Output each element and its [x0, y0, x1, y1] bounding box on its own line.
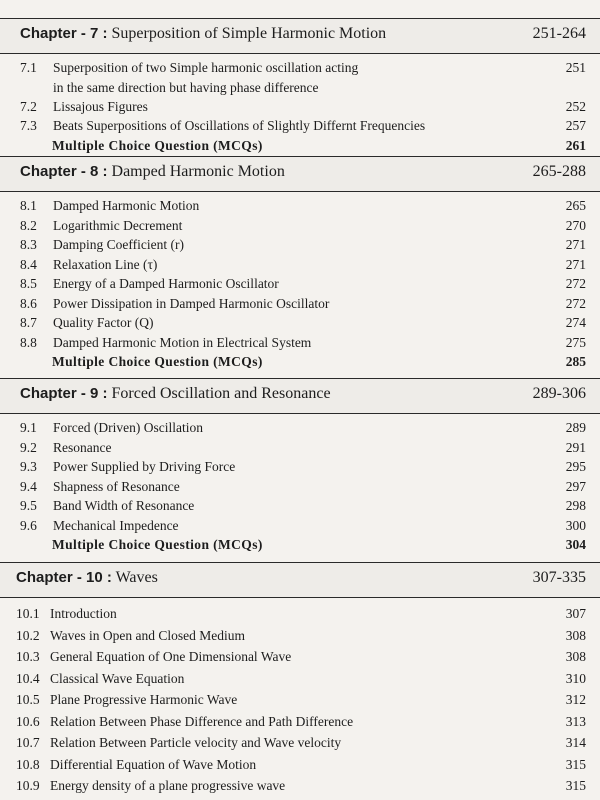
entry-number: 9.4	[20, 478, 37, 494]
toc-entry-mcq[interactable]	[0, 352, 600, 372]
entry-number: 8.8	[20, 334, 37, 350]
chapter-10-section	[0, 562, 600, 798]
entry-title: Quality Factor (Q)	[53, 315, 154, 330]
entry-page: 252	[565, 98, 586, 114]
entry-number: 10.9	[16, 778, 40, 793]
toc-entry[interactable]	[0, 776, 600, 798]
toc-entry[interactable]	[0, 438, 600, 458]
toc-entry[interactable]	[0, 418, 600, 438]
chapter-page-range: 307-335	[532, 569, 586, 586]
entry-number: 8.3	[20, 237, 37, 252]
entry-page: 251	[565, 60, 586, 75]
entry-list	[0, 604, 600, 798]
entry-page: 308	[565, 627, 586, 643]
entry-title: Plane Progressive Harmonic Wave	[50, 692, 238, 707]
entry-number: 8.6	[20, 295, 37, 311]
entry-number: 10.1	[16, 606, 40, 621]
toc-entry[interactable]	[0, 97, 600, 117]
entry-title: Classical Wave Equation	[50, 670, 185, 686]
entry-number: 10.7	[16, 735, 40, 750]
entry-list	[0, 58, 600, 155]
entry-number: 9.1	[20, 420, 37, 435]
toc-entry[interactable]	[0, 733, 600, 755]
toc-entry[interactable]	[0, 313, 600, 333]
entry-title: Beats Superpositions of Oscillations of Slightly Differnt Frequencies	[53, 118, 426, 133]
toc-entry[interactable]	[0, 216, 600, 236]
entry-title: Forced (Driven) Oscillation	[53, 420, 203, 435]
chapter-number: Chapter - 8 :	[20, 163, 108, 180]
chapter-header	[0, 18, 600, 54]
entry-page: 272	[565, 276, 586, 291]
toc-entry[interactable]	[0, 516, 600, 536]
chapter-title: Forced Oscillation and Resonance	[111, 385, 331, 402]
entry-page: 289	[565, 420, 586, 435]
entry-number: 10.5	[16, 692, 40, 707]
chapter-page-range: 289-306	[532, 385, 586, 402]
entry-title: Relation Between Phase Difference and Path Difference	[50, 713, 354, 729]
entry-number: 10.6	[16, 713, 40, 729]
entry-number: 9.2	[20, 439, 37, 455]
toc-entry[interactable]	[0, 647, 600, 669]
entry-title: Power Supplied by Driving Force	[53, 459, 236, 474]
entry-page: 257	[565, 118, 586, 133]
entry-page: 315	[565, 778, 586, 793]
entry-number: 8.2	[20, 217, 37, 233]
entry-number: 8.4	[20, 256, 37, 272]
entry-title: Power Dissipation in Damped Harmonic Oscillator	[53, 295, 330, 311]
entry-list	[0, 196, 600, 372]
chapter-heading	[16, 569, 158, 587]
entry-title: Damped Harmonic Motion in Electrical System	[53, 334, 312, 350]
chapter-heading	[20, 25, 386, 43]
toc-entry[interactable]	[0, 333, 600, 353]
entry-title: Shapness of Resonance	[53, 478, 180, 494]
toc-entry[interactable]	[0, 604, 600, 626]
entry-page: 271	[565, 237, 586, 252]
entry-number: 7.1	[20, 60, 37, 75]
entry-title: Relaxation Line (τ)	[53, 256, 158, 272]
entry-page: 291	[565, 439, 586, 455]
entry-page: 304	[565, 537, 586, 552]
entry-page: 285	[565, 354, 586, 369]
entry-title: Mechanical Impedence	[53, 517, 179, 533]
entry-number: 8.5	[20, 276, 37, 291]
chapter-header	[0, 562, 600, 598]
toc-entry[interactable]	[0, 457, 600, 477]
entry-title: Damped Harmonic Motion	[53, 198, 200, 213]
entry-title: Logarithmic Decrement	[53, 217, 183, 233]
entry-page: 274	[565, 315, 586, 330]
entry-number: 7.3	[20, 118, 37, 133]
toc-entry[interactable]	[0, 255, 600, 275]
entry-title: in the same direction but having phase difference	[53, 79, 319, 95]
chapter-7-section	[0, 18, 600, 155]
chapter-page-range: 251-264	[532, 25, 586, 42]
entry-title: Relation Between Particle velocity and Wave velocity	[50, 735, 342, 750]
entry-page: 307	[565, 606, 586, 621]
toc-entry[interactable]	[0, 58, 600, 78]
entry-title: Band Width of Resonance	[53, 498, 195, 513]
chapter-heading	[20, 163, 285, 181]
entry-number: 9.6	[20, 517, 37, 533]
entry-title: Energy of a Damped Harmonic Oscillator	[53, 276, 279, 291]
chapter-title: Superposition of Simple Harmonic Motion	[111, 25, 387, 42]
entry-title: General Equation of One Dimensional Wave	[50, 649, 292, 664]
entry-number: 10.8	[16, 756, 40, 772]
entry-page: 308	[565, 649, 586, 664]
entry-number: 9.3	[20, 459, 37, 474]
entry-title: Waves in Open and Closed Medium	[50, 627, 246, 643]
toc-entry[interactable]	[0, 755, 600, 777]
chapter-number: Chapter - 7 :	[20, 25, 108, 42]
entry-title: Differential Equation of Wave Motion	[50, 756, 257, 772]
toc-entry[interactable]	[0, 626, 600, 648]
chapter-page-range: 265-288	[532, 163, 586, 180]
toc-entry[interactable]	[0, 274, 600, 294]
toc-entry[interactable]	[0, 294, 600, 314]
entry-title: Multiple Choice Question (MCQs)	[52, 354, 263, 369]
entry-number: 10.2	[16, 627, 40, 643]
entry-page: 272	[565, 295, 586, 311]
entry-title: Energy density of a plane progressive wave	[50, 778, 286, 793]
chapter-title: Damped Harmonic Motion	[111, 163, 285, 180]
entry-page: 310	[565, 670, 586, 686]
entry-number: 7.2	[20, 98, 37, 114]
entry-page: 270	[565, 217, 586, 233]
toc-entry[interactable]	[0, 690, 600, 712]
entry-number: 10.3	[16, 649, 40, 664]
entry-title: Lissajous Figures	[53, 98, 148, 114]
entry-title: Introduction	[50, 606, 117, 621]
toc-entry-mcq[interactable]	[0, 136, 600, 156]
toc-entry-continuation	[0, 78, 600, 97]
chapter-9-section	[0, 378, 600, 555]
entry-number: 9.5	[20, 498, 37, 513]
toc-entry-mcq[interactable]	[0, 535, 600, 555]
chapter-header	[0, 378, 600, 414]
entry-page: 261	[565, 137, 586, 153]
chapter-header	[0, 156, 600, 192]
toc-entry[interactable]	[0, 477, 600, 497]
entry-page: 312	[565, 692, 586, 707]
chapter-8-section	[0, 156, 600, 372]
entry-title: Damping Coefficient (r)	[53, 237, 184, 252]
toc-entry[interactable]	[0, 116, 600, 136]
entry-page: 271	[565, 256, 586, 272]
toc-entry[interactable]	[0, 496, 600, 516]
entry-number: 10.4	[16, 670, 40, 686]
entry-number: 8.1	[20, 198, 37, 213]
entry-page: 275	[565, 334, 586, 350]
entry-list	[0, 418, 600, 555]
entry-title: Multiple Choice Question (MCQs)	[52, 537, 263, 552]
entry-title: Resonance	[53, 439, 112, 455]
entry-page: 300	[565, 517, 586, 533]
entry-page: 315	[565, 756, 586, 772]
entry-page: 314	[565, 735, 586, 750]
toc-entry[interactable]	[0, 712, 600, 734]
entry-page: 265	[565, 198, 586, 213]
entry-title: Superposition of two Simple harmonic oscillation acting	[53, 60, 359, 75]
toc-entry[interactable]	[0, 669, 600, 691]
entry-number: 8.7	[20, 315, 37, 330]
chapter-number: Chapter - 9 :	[20, 385, 108, 402]
entry-page: 298	[565, 498, 586, 513]
entry-page: 297	[565, 478, 586, 494]
entry-title: Multiple Choice Question (MCQs)	[52, 137, 263, 153]
entry-page: 295	[565, 459, 586, 474]
entry-page: 313	[565, 713, 586, 729]
chapter-number: Chapter - 10 :	[16, 569, 112, 586]
chapter-heading	[20, 385, 331, 403]
chapter-title: Waves	[115, 569, 158, 586]
toc-entry[interactable]	[0, 235, 600, 255]
toc-entry[interactable]	[0, 196, 600, 216]
